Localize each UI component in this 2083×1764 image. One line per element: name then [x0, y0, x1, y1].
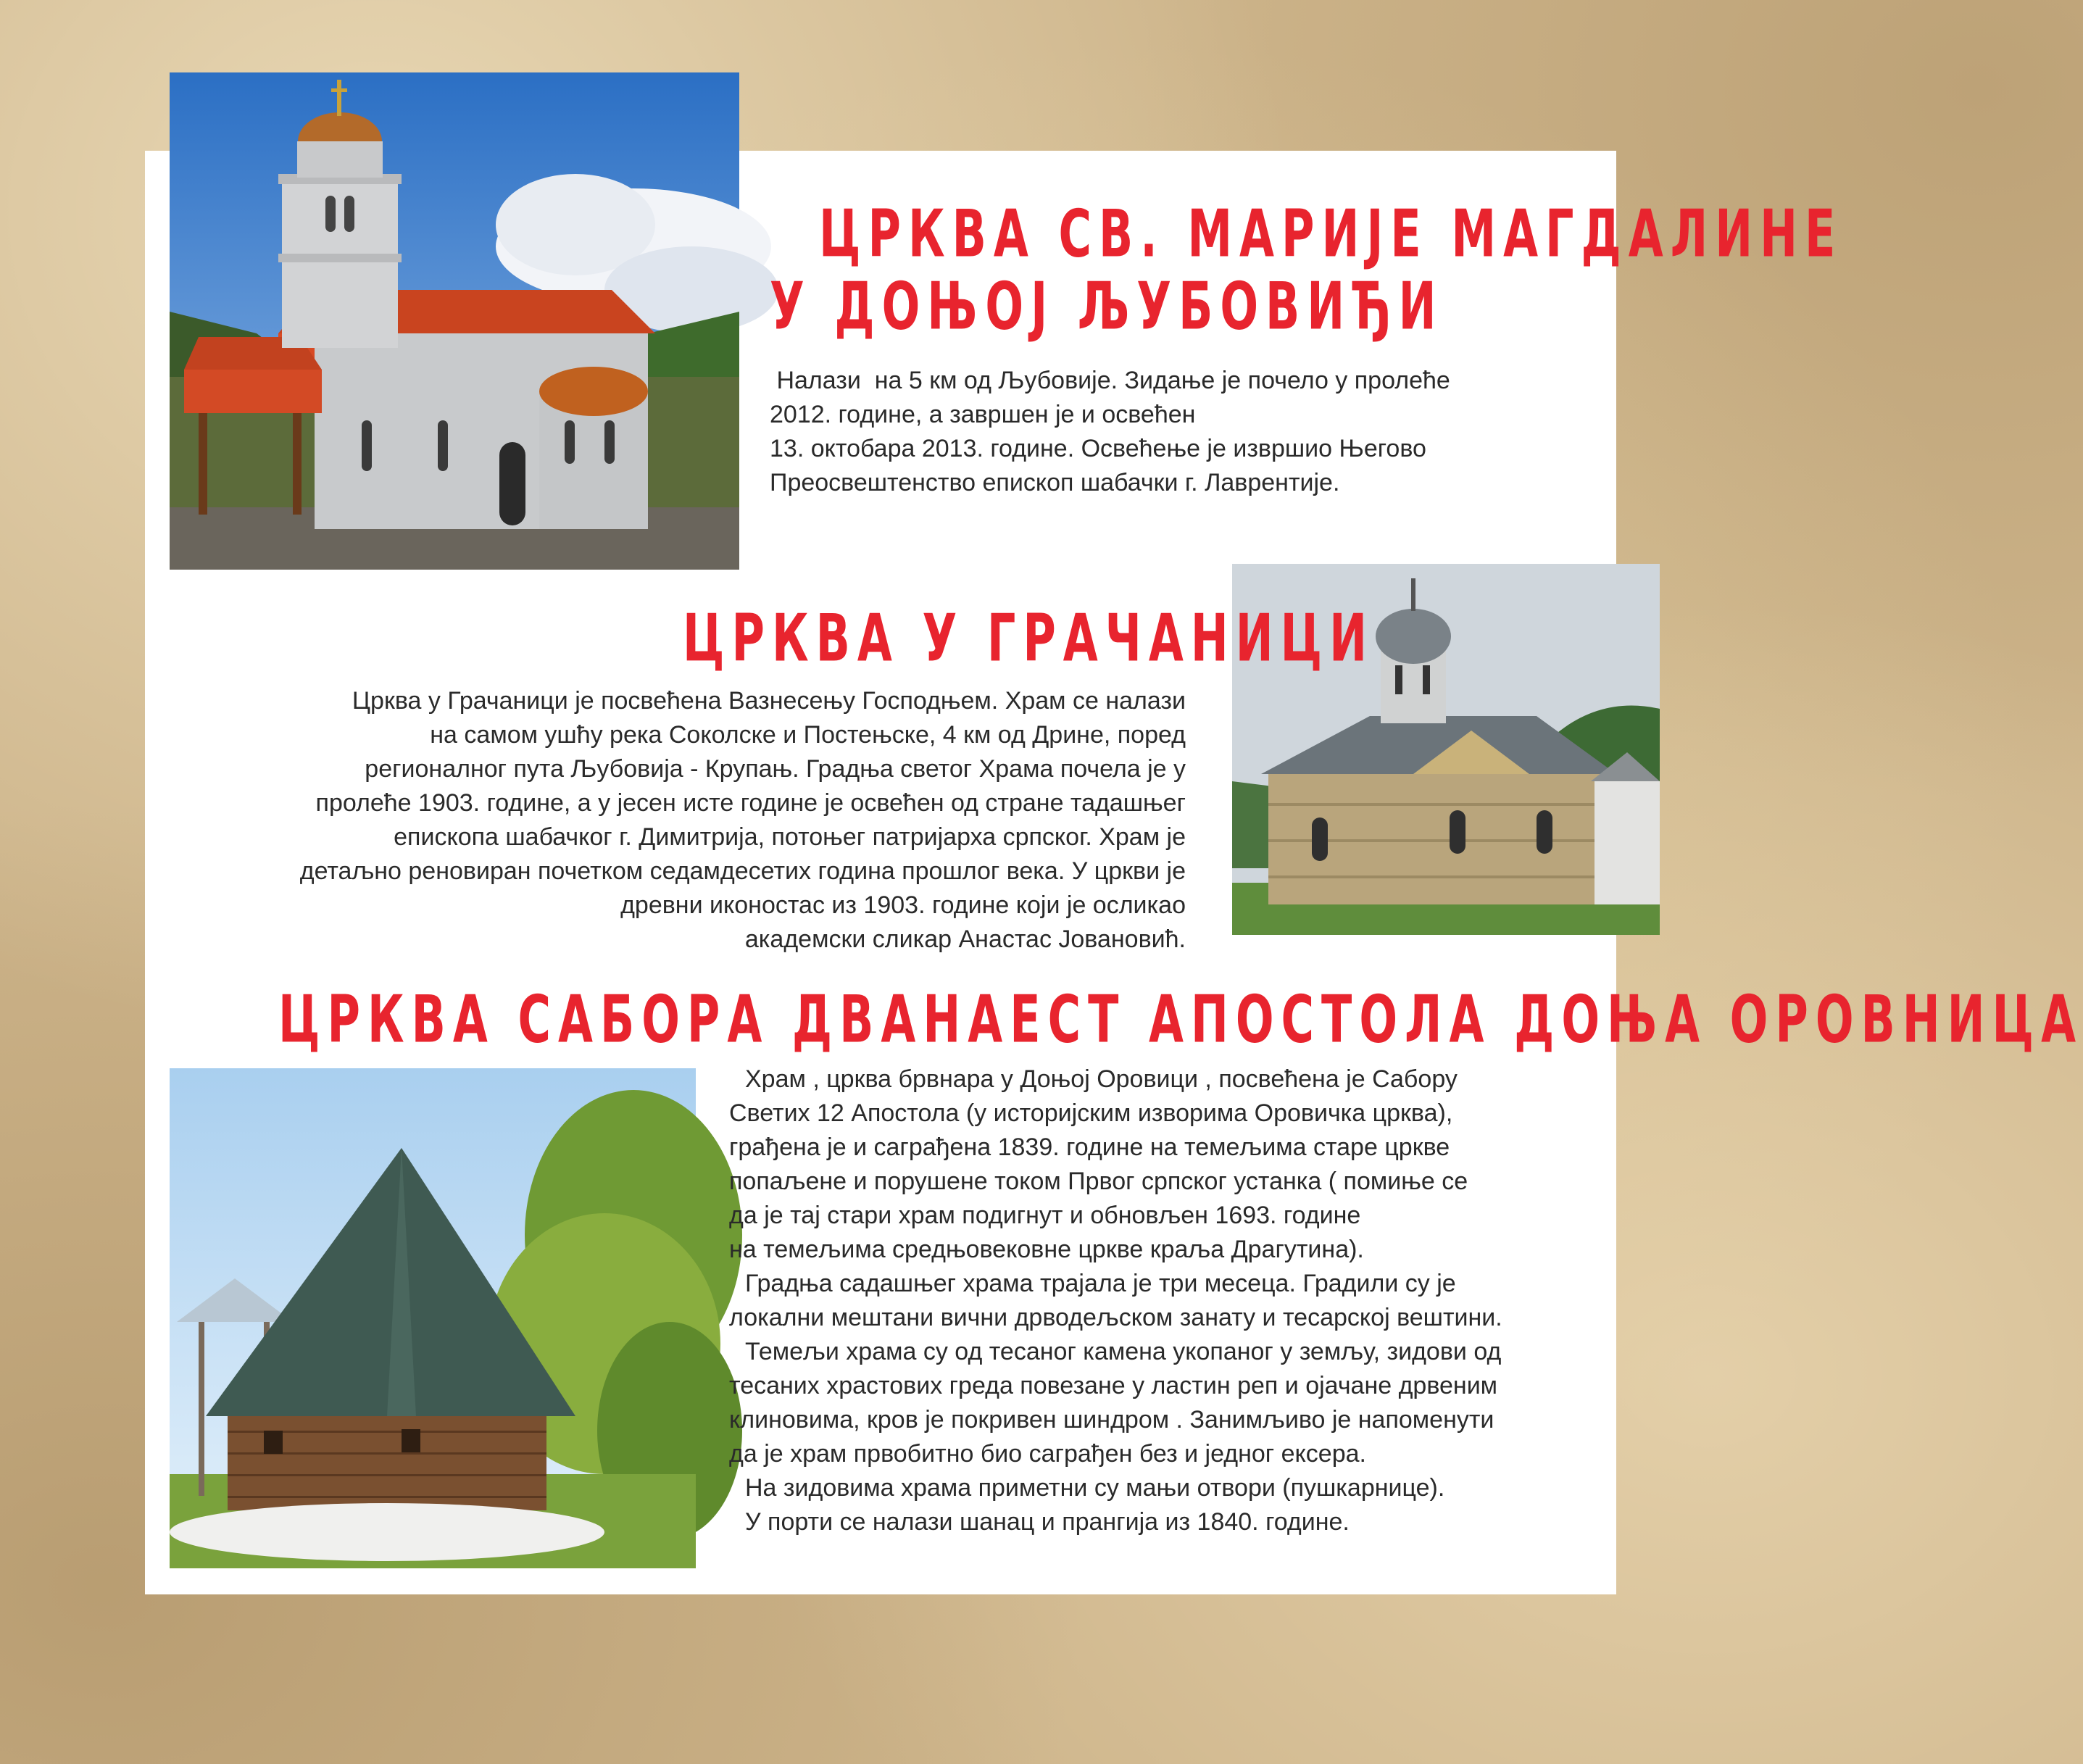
body-line: детаљно реновиран почетком седамдесетих година прошлог века. У цркви је: [299, 857, 1186, 885]
body-line: клиновима, кров је покривен шиндром . Занимљиво је напоменути: [729, 1406, 1494, 1434]
body-line: Преосвештенство епископ шабачки г. Лаврентије.: [770, 469, 1340, 496]
body-line: Налази на 5 км од Љубовије. Зидање је почело у пролеће: [770, 367, 1450, 394]
body-line: да је тај стари храм подигнут и обновљен 1693. године: [729, 1202, 1361, 1229]
section-1-body: [770, 364, 1450, 500]
section-1-title-line-1: ЦРКВА СВ. МАРИЈЕ МАГДАЛИНЕ: [819, 195, 1843, 272]
body-line: Црква у Грачаници је посвећена Вазнесењу Господњем. Храм се налази: [352, 687, 1186, 715]
body-line: Храм , црква брвнара у Доњој Оровици , посвећена је Сабору: [745, 1065, 1458, 1093]
body-line: попаљене и порушене током Првог српског устанка ( помиње се: [729, 1168, 1468, 1195]
body-line: 2012. године, а завршен је и освећен: [770, 401, 1196, 428]
body-line: епископа шабачког г. Димитрија, потоњег патријарха српског. Храм је: [394, 823, 1186, 851]
body-line: грађена је и саграђена 1839. године на темељима старе цркве: [729, 1133, 1450, 1161]
body-line: да је храм првобитно био саграђен без и једног ексера.: [729, 1440, 1366, 1468]
body-line: пролеће 1903. године, а у јесен исте године је освећен од стране тадашњег: [315, 789, 1186, 817]
section-1-title-line-2: У ДОЊОЈ ЉУБОВИЂИ: [770, 267, 1444, 345]
section-3-body: [729, 1062, 1502, 1539]
body-line: Светих 12 Апостола (у историјским изворима Оровичка црква),: [729, 1099, 1453, 1127]
section-3-title: ЦРКВА САБОРА ДВАНАЕСТ АПОСТОЛА ДОЊА ОРОВНИЦА: [278, 981, 2083, 1058]
body-line: На зидовима храма приметни су мањи отвори (пушкарнице).: [745, 1474, 1445, 1502]
body-line: локални мештани вични дрводељском занату и тесарској вештини.: [729, 1304, 1502, 1331]
section-2-title: ЦРКВА У ГРАЧАНИЦИ: [683, 599, 1375, 677]
body-line: академски сликар Анастас Јовановић.: [744, 925, 1186, 953]
church-photo-orovica: [170, 1068, 696, 1568]
church-photo-ljubovija: [170, 72, 739, 570]
body-line: Градња садашњег храма трајала је три месеца. Градили су је: [745, 1270, 1456, 1297]
body-line: древни иконостас из 1903. године који је осликао: [620, 891, 1186, 919]
body-line: на темељима средњовековне цркве краља Драгутина).: [729, 1236, 1364, 1263]
body-line: 13. октобара 2013. године. Освећење је извршио Његово: [770, 435, 1426, 462]
body-line: тесаних храстових греда повезане у ластин реп и ојачане дрвеним: [729, 1372, 1498, 1399]
body-line: регионалног пута Љубовија - Крупањ. Градња светог Храма почела је у: [365, 755, 1186, 783]
body-line: Темељи храма су од тесаног камена укопаног у земљу, зидови од: [745, 1338, 1502, 1365]
body-line: на самом ушћу река Соколске и Постењске, 4 км од Дрине, поред: [430, 721, 1186, 749]
body-line: У порти се налази шанац и прангија из 1840. године.: [745, 1508, 1350, 1536]
section-2-body: [300, 684, 1186, 957]
